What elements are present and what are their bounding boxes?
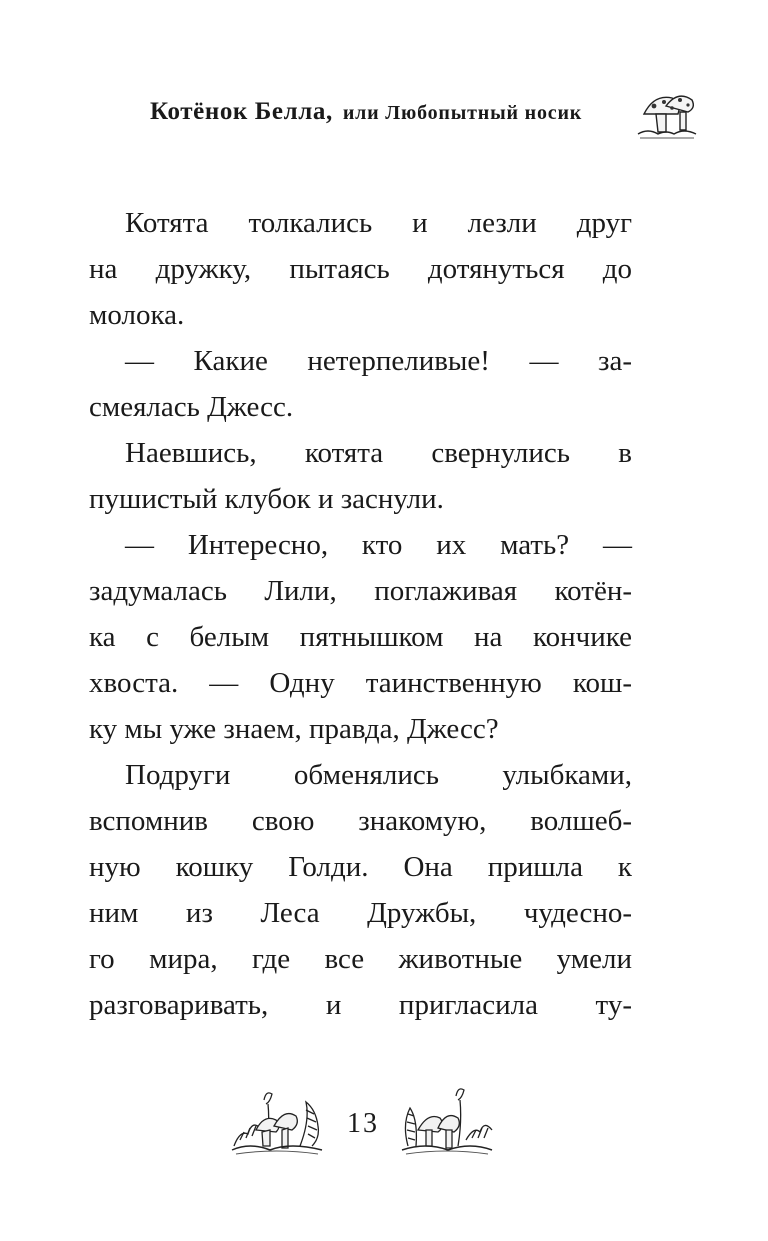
page-footer [230, 1080, 495, 1160]
text-line: на дружку, пытаясь дотянуться до [89, 253, 632, 285]
text-line: Подруги обменялись улыбками, [125, 759, 632, 791]
text-line: разговаривать, и пригласила ту- [89, 989, 632, 1021]
text-line: го мира, где все животные умели [89, 943, 632, 975]
text-line: ка с белым пятнышком на кончике [89, 621, 632, 653]
text-line: ную кошку Голди. Она пришла к [89, 851, 632, 883]
text-line: Наевшись, котята свернулись в [125, 437, 632, 469]
text-line: вспомнив свою знакомую, волшеб- [89, 805, 632, 837]
text-line: пушистый клубок и заснули. [89, 483, 444, 515]
text-line: задумалась Лили, поглаживая котён- [89, 575, 632, 607]
text-line: — Интересно, кто их мать? — [125, 529, 632, 561]
book-subtitle: или Любопытный носик [342, 102, 583, 124]
mushroom-fern-ornament-icon [400, 1080, 495, 1160]
text-line: Котята толкались и лезли друг [125, 207, 632, 239]
text-line: ку мы уже знаем, правда, Джесс? [89, 713, 499, 745]
page-text [89, 200, 632, 1028]
text-line: смеялась Джесс. [89, 391, 294, 423]
mushroom-fern-ornament-icon [230, 1080, 325, 1160]
text-line: ним из Леса Дружбы, чудесно- [89, 897, 632, 929]
mushroom-ornament-icon [636, 84, 698, 140]
book-title: Котёнок Белла, [150, 98, 333, 125]
text-line: — Какие нетерпеливые! — за- [125, 345, 632, 377]
text-line: хвоста. — Одну таинственную кош- [89, 667, 632, 699]
running-header [150, 98, 640, 142]
text-line: молока. [89, 299, 185, 331]
page-number: 13 [347, 1108, 379, 1139]
